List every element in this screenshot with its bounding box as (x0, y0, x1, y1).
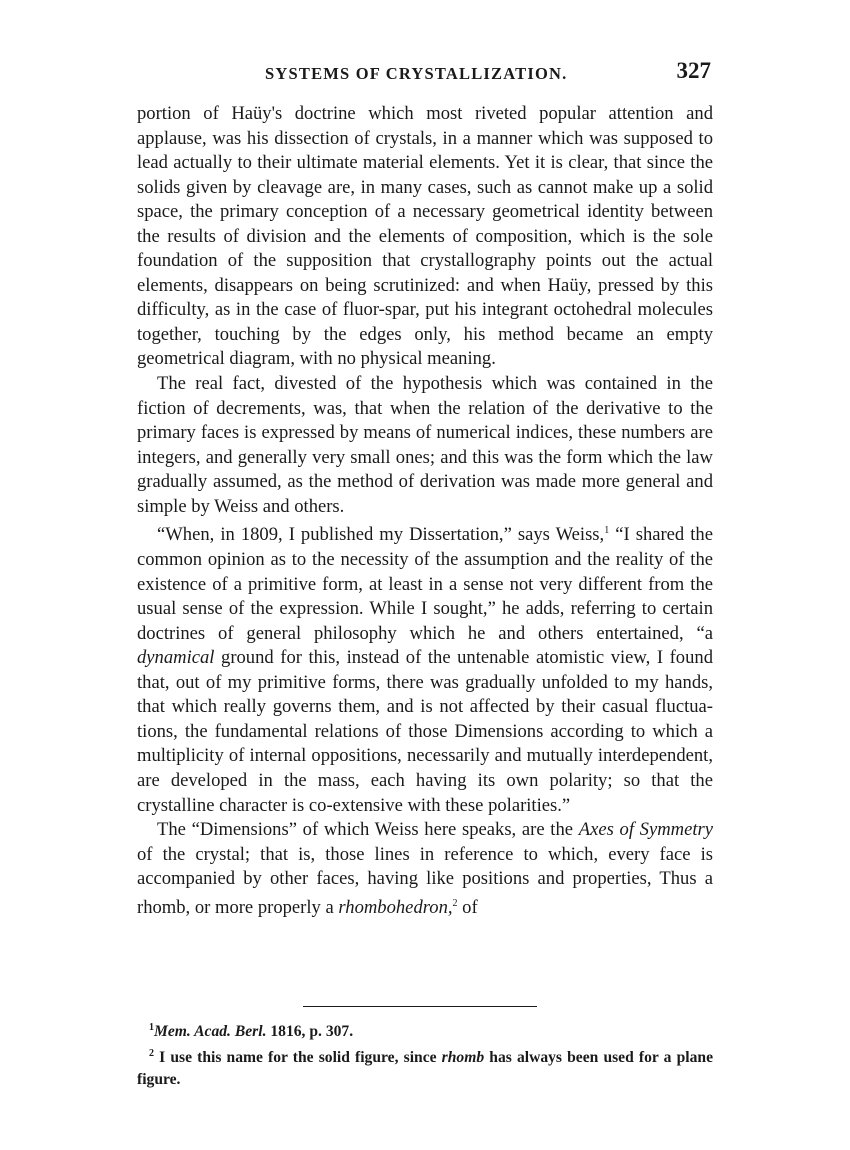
footnote-2-mark: 2 (149, 1048, 154, 1060)
footnote-1 (137, 1017, 713, 1043)
paragraph-3-emphasis: dynamical (137, 647, 215, 669)
paragraph-2: The real fact, divested of the hypothesis which was contained in the fiction of decrements, was, that when the relation of the derivative to the primary faces is expressed by means of numerical indices, these numbers are integers, and generally very small ones; and this was the form which the law gradually assumed, as the method of derivation was made more general and simple by Weiss and others. (137, 373, 713, 517)
footnotes (137, 1017, 713, 1091)
footnote-ref-2: 2 (452, 897, 458, 909)
paragraph-1: portion of Haüy's doctrine which most riveted popular attention and applause, was his dissection of crystals, in a manner which was supposed to lead actually to their ultimate material elements. Yet it is clear, that since the solids given by cleavage are, in many cases, such as cannot make up a solid space, the primary conception of a necessary geometrical identity between the results of division and the elements of composition, which is the sole foundation of the supposition that crystallography points out the actual elements, disappears on being scrutinized: and when Haüy, pressed by this difficulty, as in the case of fluor-spar, put his integrant octohedral molecules together, touching by the edges only, his method became an empty geometrical diagram, with no physical meaning. (137, 103, 713, 370)
footnote-1-text: 1816, p. 307. (266, 1023, 354, 1041)
footnote-divider (303, 1006, 537, 1007)
footnote-ref-1: 1 (604, 525, 610, 537)
paragraph-3 (137, 519, 713, 818)
paragraph-4-emphasis-axes: Axes of Symmetry (578, 819, 713, 841)
footnote-2-part-b: has always been used for a plane figure. (137, 1049, 713, 1089)
paragraph-3-part-c: ground for this, instead of the untenable atomistic view, I found that, out of my primitive forms, there was gradually unfolded to my hands, that which really governs them, and is not affected by their casual fluctuations, the fundamental relations of those Dimensions according to which a multiplicity of internal oppositions, necessarily and mutually interdependent, are developed in the mass, each having its own polarity; so that the crystalline character is co-extensive with these polarities.” (137, 647, 713, 816)
paragraph-4-part-c: of (457, 896, 478, 918)
paragraph-4-emphasis-rhombohedron: rhombohedron, (338, 896, 453, 918)
page-header (137, 58, 713, 88)
body-text (137, 102, 713, 920)
paragraph-4-part-b: of the crystal; that is, those lines in reference to which, every face is accompanied by other faces, having like positions and properties, Thus a rhomb, or more properly a (137, 843, 713, 918)
footnote-2-part-a: I use this name for the solid figure, since (154, 1049, 442, 1067)
paragraph-3-part-a: “When, in 1809, I published my Dissertation,” says Weiss, (157, 524, 605, 546)
running-title: SYSTEMS OF CRYSTALLIZATION. (265, 64, 568, 83)
footnote-2 (137, 1043, 713, 1091)
footnote-1-source: Mem. Acad. Berl. (154, 1023, 267, 1041)
paragraph-3-part-b: “I shared the common opinion as to the necessity of the assumption and the reality of the existence of a primitive form, at least in a sense not very different from the usual sense of the expression. While I sought,” he adds, referring to certain doctrines of general philosophy which he and others entertained, “a (137, 524, 713, 644)
paragraph-4 (137, 818, 713, 920)
page-number: 327 (676, 58, 711, 83)
footnote-2-emphasis: rhomb (441, 1049, 485, 1067)
footnote-1-mark: 1 (149, 1022, 154, 1033)
paragraph-4-part-a: The “Dimensions” of which Weiss here speaks, are the (157, 819, 579, 841)
